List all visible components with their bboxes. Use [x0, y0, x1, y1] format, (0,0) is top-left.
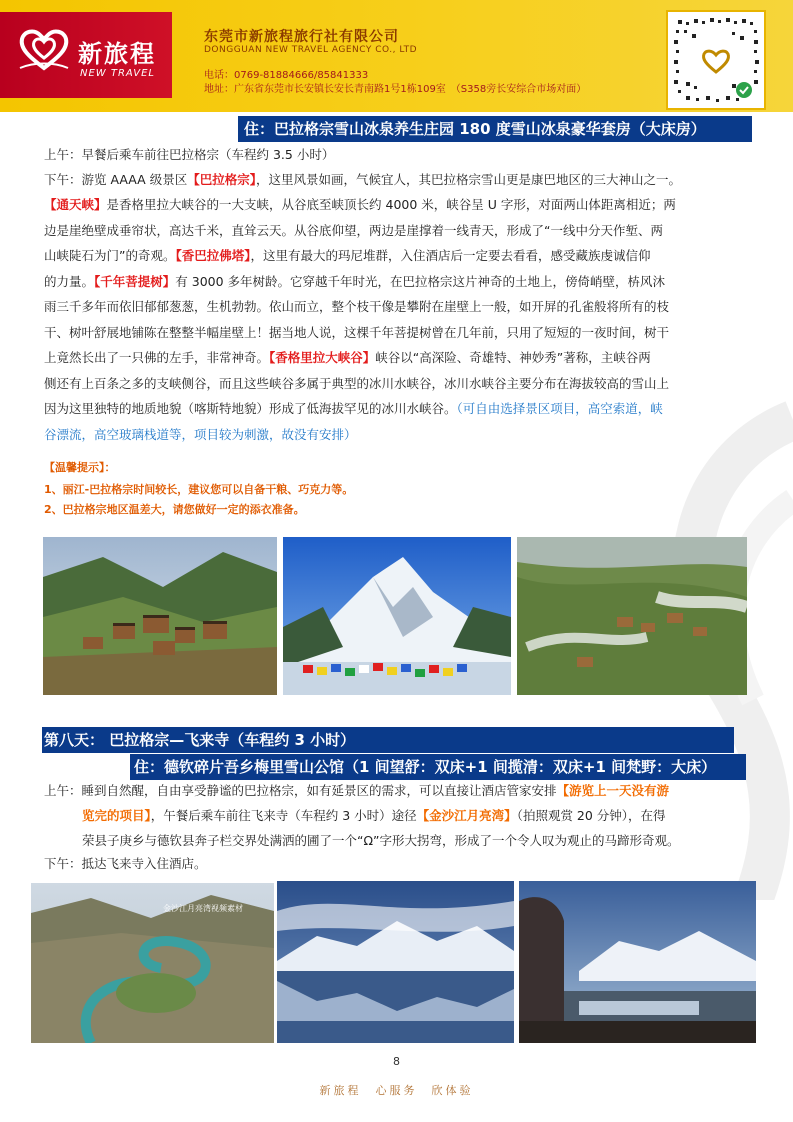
- contact-phone: 电话：0769-81884666/85841333: [204, 70, 369, 81]
- text-segment: 干、树叶舒展地铺陈在整整半幅崖壁上！据当地人说，这棵千年菩提树曾在几年前，只用了短短的一夜时间，树干: [44, 324, 670, 340]
- logo-text-en: NEW TRAVEL: [80, 68, 155, 79]
- text-segment: 是香格里拉大峡谷的一大支峡，从谷底至峡顶长约 4000 米，峡谷呈 U 字形，对面两山体距离相近；两: [106, 197, 676, 212]
- text-segment: 边是崖绝壁成垂帘状，高达千米，直耸云天。从谷底仰望，两边是崖撑着一线青天，形成了“一线中分天作堑、两: [44, 222, 663, 238]
- day8-afternoon: 下午：抵达飞来寺入住酒店。: [44, 856, 207, 871]
- paragraph-line: [44, 244, 651, 268]
- logo-text-cn: 新旅程: [78, 40, 156, 68]
- day8-morning-line: [82, 804, 666, 828]
- highlight-segment: 【金沙江月亮湾】: [416, 808, 517, 823]
- day8-morning-line: [44, 779, 669, 803]
- day8-title-text: 第八天： 巴拉格宗—飞来寺（车程约 3 小时）: [44, 731, 356, 749]
- highlight-segment: 览完的项目】: [82, 808, 151, 823]
- paragraph-line: [44, 193, 676, 217]
- text-segment: 峡谷以“高深险、奇雄特、神妙秀”著称，主峡谷两: [375, 350, 651, 365]
- footer-slogan: 新旅程 心服务 欣体验: [319, 1084, 474, 1097]
- text-segment: 的力量。: [44, 273, 95, 289]
- text-segment: 上竟然长出了一只佛的左手，非常神奇。: [44, 350, 270, 365]
- paragraph-line: [44, 270, 665, 294]
- tip-item: 2、巴拉格宗地区温差大，请您做好一定的添衣准备。: [44, 503, 305, 516]
- text-segment: ，这里风景如画，气候宜人，其巴拉格宗雪山更是康巴地区的三大神山之一。: [255, 172, 681, 187]
- day8-stay-banner: [130, 754, 746, 780]
- brand-logo: [0, 12, 172, 98]
- page-header: [0, 0, 793, 112]
- highlight-segment: 【游览上一天没有游: [556, 783, 670, 798]
- text-segment: 侧还有上百条之多的支峡侧谷，而且这些峡谷多属于典型的冰川水峡谷，冰川水峡谷主要分布在海拔较高的雪山上: [44, 375, 670, 391]
- highlight-segment: 【千年菩提树】: [94, 273, 176, 289]
- day8-morning-line: [82, 829, 680, 853]
- photo-hotel-terrace-snow-mountain: [519, 881, 756, 1043]
- company-name-cn: 东莞市新旅程旅行社有限公司: [204, 29, 399, 45]
- photo-snow-peak-prayer-flags: [283, 537, 511, 695]
- text-segment: 因为这里独特的地质地貌（喀斯特地貌）形成了低海拔罕见的冰川水峡谷。: [44, 401, 457, 416]
- photo-village-mountain: [43, 537, 277, 695]
- day8-stay-text: 住：德钦碎片吾乡梅里雪山公馆（1 间望舒：双床+1 间揽清：双床+1 间梵野：大床）: [134, 758, 717, 776]
- page-number: 8: [393, 1055, 400, 1068]
- company-name-en: DONGGUAN NEW TRAVEL AGENCY CO., LTD: [204, 45, 418, 55]
- paragraph-line: [44, 346, 651, 370]
- paragraph-line: [44, 295, 669, 319]
- day7-stay-text: 住：巴拉格宗雪山冰泉养生庄园 180 度雪山冰泉豪华套房（大床房）: [244, 120, 706, 138]
- paragraph-line: [44, 321, 669, 345]
- day7-morning: 上午：早餐后乘车前往巴拉格宗（车程约 3.5 小时）: [44, 147, 335, 162]
- highlight-segment: 【巴拉格宗】: [187, 172, 256, 187]
- text-segment: 上午：睡到自然醒，自由享受静谧的巴拉格宗，如有延景区的需求，可以直接让酒店管家安排: [44, 783, 557, 798]
- text-segment: 山峡陡石为门”的奇观。: [44, 248, 176, 263]
- qr-code-icon: [668, 12, 764, 108]
- tips-title: 【温馨提示】：: [44, 461, 116, 474]
- paragraph-line: [44, 372, 669, 396]
- day8-title-banner: [42, 727, 734, 753]
- text-segment: ，午餐后乘车前往飞来寺（车程约 3 小时）途径: [150, 808, 417, 823]
- day7-stay-banner: [238, 116, 752, 142]
- highlight-segment: 谷漂流，高空玻璃栈道等，项目较为刺激，故没有安排）: [44, 426, 357, 442]
- photo-watermark: 金沙江月亮湾视频素材: [163, 904, 243, 913]
- text-segment: 荣县子庚乡与德钦县奔子栏交界处满洒的圃了一个“Ω”字形大拐弯，形成了一个令人叹为观止的马蹄形奇观。: [82, 833, 680, 848]
- highlight-segment: （可自由选择景区项目，高空索道，峡: [456, 401, 663, 416]
- highlight-segment: 【香巴拉佛塔】: [175, 248, 251, 263]
- mini-program-qr-code[interactable]: [666, 10, 766, 110]
- heart-logo-icon: [18, 28, 70, 72]
- text-segment: （拍照观赏 20 分钟），在得: [516, 808, 666, 823]
- tip-item: 1、丽江-巴拉格宗时间较长，建议您可以自备干粮、巧克力等。: [44, 483, 354, 496]
- text-segment: 下午：游览 AAAA 级景区: [44, 172, 188, 187]
- highlight-segment: 【香格里拉大峡谷】: [269, 350, 376, 365]
- text-segment: 有 3000 多年树龄。它穿越千年时光，在巴拉格宗这片神奇的土地上，傍倚峭壁，枿风沐: [175, 273, 666, 289]
- day7-afternoon: [44, 168, 681, 192]
- text-segment: 雨三千多年而依旧郁郁葱葱，生机勃勃。依山而立，整个枝干像是攀附在崖壁上一般，如开屏的孔雀般将所有的枝: [44, 299, 670, 314]
- paragraph-line: [44, 397, 663, 421]
- text-segment: ，这里有最大的玛尼堆群，入住酒店后一定要去看看，感受藏族虔诚信仰: [250, 248, 651, 263]
- photo-mountain-village-mist: [517, 537, 747, 695]
- contact-address: 地址：广东省东莞市长安镇长安长青南路1号1栋109室 （S358旁长安综合市场对面）: [204, 84, 587, 95]
- highlight-segment: 【通天峡】: [44, 197, 107, 212]
- paragraph-line: [44, 423, 357, 447]
- photo-jinsha-river-bend: [31, 883, 274, 1043]
- paragraph-line: [44, 219, 663, 243]
- photo-meili-snow-mountain-reflection: [277, 881, 514, 1043]
